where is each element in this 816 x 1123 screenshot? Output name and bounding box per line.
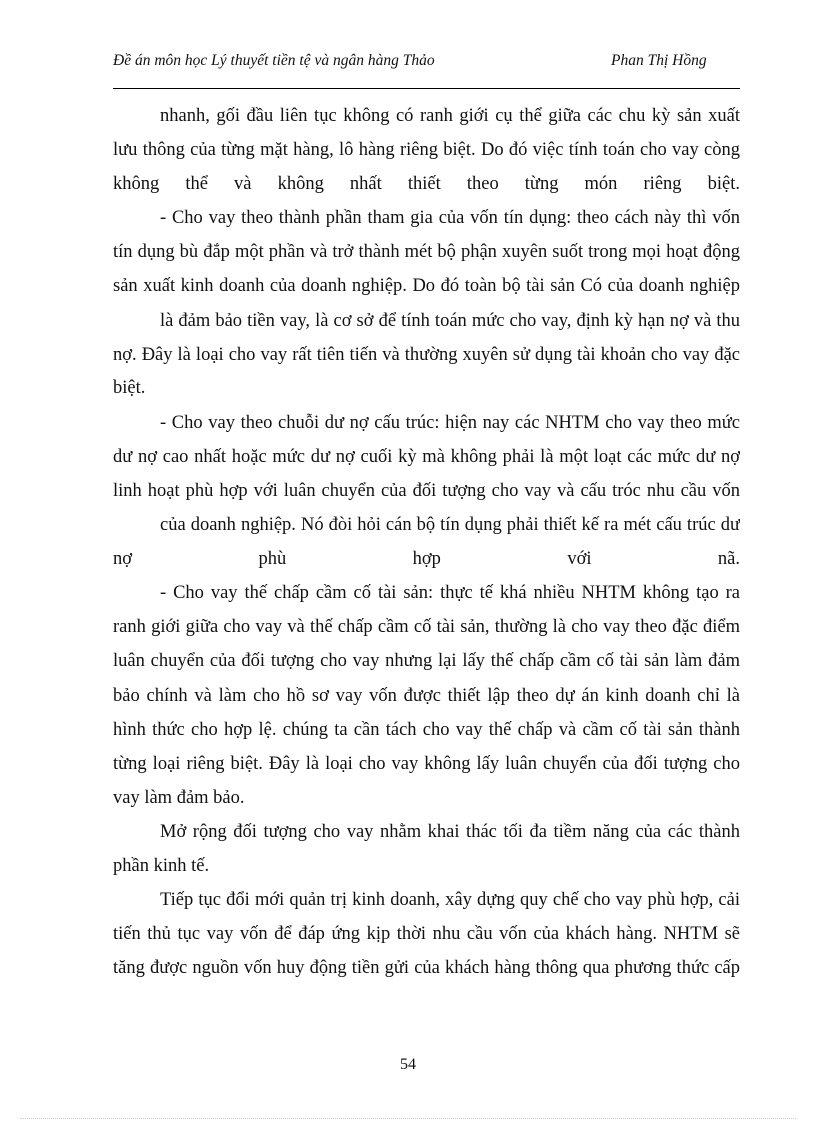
text-line: hình thức cho hợp lệ. chúng ta cần tách cho vay thế chấp và cầm cố tài sản thành — [113, 720, 740, 740]
header-author: Phan Thị Hồng — [611, 52, 707, 69]
text-line: luân chuyển của đối tượng cho vay nhưng lại lấy thế chấp cầm cố tài sản làm đảm — [113, 651, 740, 671]
text-line: ranh giới giữa cho vay và thế chấp cầm cố tài sản, thường là cho vay theo đặc điểm — [113, 617, 740, 637]
text-line: vay làm đảm bảo. — [113, 788, 245, 808]
text-line: lưu thông của từng mặt hàng, lô hàng riêng biệt. Do đó việc tính toán cho vay còng — [113, 140, 740, 160]
text-line: nhanh, gối đầu liên tục không có ranh giới cụ thể giữa các chu kỳ sản xuất — [160, 106, 740, 126]
text-line: dư nợ cao nhất hoặc mức dư nợ cuối kỳ mà không phải là một loạt các mức dư nợ — [113, 447, 740, 467]
text-line: nợ. Đây là loại cho vay rất tiên tiến và thường xuyên sử dụng tài khoản cho vay đặc — [113, 345, 740, 365]
text-line: - Cho vay theo thành phần tham gia của vốn tín dụng: theo cách này thì vốn — [160, 208, 740, 228]
text-line: tín dụng bù đắp một phần và trở thành mét bộ phận xuyên suốt trong mọi hoạt động — [113, 242, 740, 262]
text-line: biệt. — [113, 378, 146, 398]
text-line: Mở rộng đối tượng cho vay nhằm khai thác tối đa tiềm năng của các thành — [160, 822, 740, 842]
text-line: linh hoạt phù hợp với luân chuyển của đối tượng cho vay và cấu tróc nhu cầu vốn — [113, 481, 740, 501]
text-line: sản xuất kinh doanh của doanh nghiệp. Do đó toàn bộ tài sản Có của doanh nghiệp — [113, 276, 740, 296]
text-line: tiến thủ tục vay vốn để đáp ứng kịp thời nhu cầu vốn của khách hàng. NHTM sẽ — [113, 924, 740, 944]
text-line: - Cho vay theo chuỗi dư nợ cấu trúc: hiện nay các NHTM cho vay theo mức — [160, 413, 740, 433]
header-document-title: Đề án môn học Lý thuyết tiền tệ và ngân hàng Thảo — [113, 52, 435, 69]
header-rule — [113, 88, 740, 89]
text-line: phần kinh tế. — [113, 856, 210, 876]
text-line: nợ phù hợp với nã. — [113, 549, 740, 569]
text-line: - Cho vay thế chấp cầm cố tài sản: thực tế khá nhiều NHTM không tạo ra — [160, 583, 740, 603]
page-number: 54 — [400, 1056, 416, 1073]
page-bottom-divider — [20, 1118, 796, 1119]
text-line: không thể và không nhất thiết theo từng món riêng biệt. — [113, 174, 740, 194]
text-line: là đảm bảo tiền vay, là cơ sở để tính toán mức cho vay, định kỳ hạn nợ và thu — [160, 311, 740, 331]
text-line: tăng được nguồn vốn huy động tiền gửi của khách hàng thông qua phương thức cấp — [113, 958, 740, 978]
text-line: bảo chính và làm cho hồ sơ vay vốn được thiết lập theo dự án kinh doanh chỉ là — [113, 686, 740, 706]
text-line: của doanh nghiệp. Nó đòi hỏi cán bộ tín dụng phải thiết kế ra mét cấu trúc dư — [160, 515, 740, 535]
text-line: Tiếp tục đổi mới quản trị kinh doanh, xây dựng quy chế cho vay phù hợp, cải — [160, 890, 740, 910]
text-line: từng loại riêng biệt. Đây là loại cho vay không lấy luân chuyển của đối tượng cho — [113, 754, 740, 774]
